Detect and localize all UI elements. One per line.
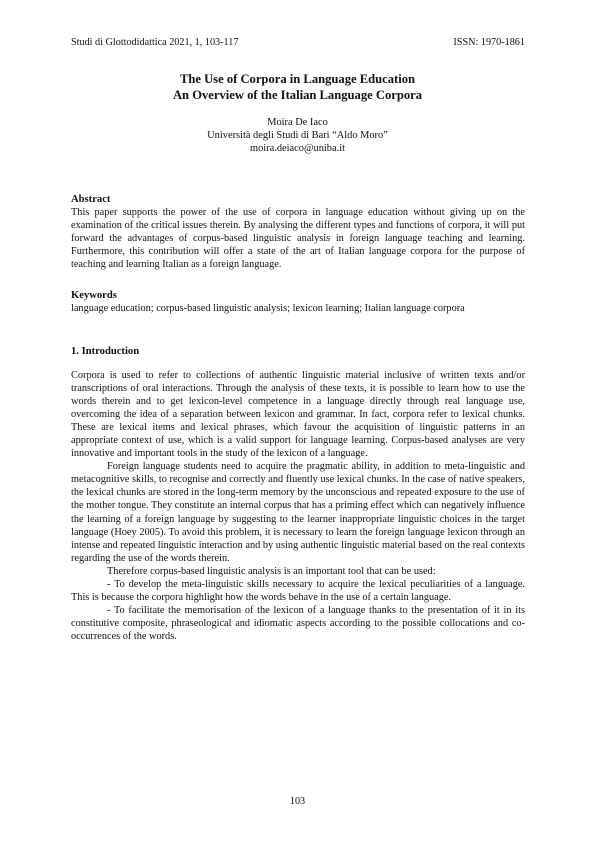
- intro-paragraph: Corpora is used to refer to collections of authentic linguistic material inclusive of written texts and/or transcriptions of oral interactions. Through the analysis of these texts, it is possible to learn how to use the words therein and to get lexicon-level competence in a language directly through real language use, overcoming the idea of a separation between lexicon and grammar. In fact, corpora refer to lexical chunks. These are lexical items and lexical phrases, which favour the acquisition of linguistic patterns in an appropriate context of use, which is a valid support for language learning. Corpus-based analyses are very innovative and important tools in the study of the lexicon of a language.: [71, 370, 525, 460]
- title-line-1: The Use of Corpora in Language Education: [179, 72, 416, 86]
- intro-list-item: - To facilitate the memorisation of the lexicon of a language thanks to the presentation of it in its constitutive composite, phraseological and idiomatic aspects according to the possible collocations and co-occurrences of the words.: [71, 604, 525, 642]
- introduction-heading: 1. Introduction: [71, 346, 140, 357]
- page-number: 103: [289, 796, 306, 807]
- title-line-2: An Overview of the Italian Language Corpora: [172, 87, 423, 102]
- running-header: [71, 37, 525, 49]
- author-email: moira.deiaco@uniba.it: [250, 143, 345, 154]
- abstract-paragraph: This paper supports the power of the use of corpora in language education without giving up on the examination of the critical issues therein. By analysing the different types and functions of corpora, it will put forward the advantages of corpus-based linguistic analysis in foreign language teaching and learning. Furthermore, this contribution will offer a state of the art of Italian language corpora for the purpose of teaching and learning Italian as a foreign language.: [71, 207, 525, 271]
- author-block: [60, 116, 535, 155]
- introduction-body: [71, 369, 525, 643]
- intro-list-item: - To develop the meta-linguistic skills necessary to acquire the lexical peculiarities of a language. This is because the corpora highlight how the words behave in the use of a certain language.: [71, 578, 525, 603]
- author-name: Moira De Iaco: [267, 117, 328, 128]
- abstract-text: [71, 206, 525, 271]
- keywords-heading: Keywords: [71, 290, 117, 301]
- intro-paragraph: Foreign language students need to acquire the pragmatic ability, in addition to meta-linguistic and metacognitive skills, to recognise and correctly and fluently use lexical chunks. In the case of native speakers, the lexical chunks are stored in the long-term memory by the unconscious and repeated exposure to the use of the mother tongue. They constitute an internal corpus that has a priming effect which can negatively influence the learning of a foreign language by suggesting to the learner inappropriate linguistic choices in the target language (Hoey 2005). To avoid this problem, it is necessary to learn the foreign language lexicon through an intense and repeated linguistic interaction and by using authentic linguistic material based on the real contexts regarding the use of the words therein.: [71, 461, 525, 564]
- abstract-heading: Abstract: [71, 194, 111, 205]
- intro-paragraph: Therefore corpus-based linguistic analysis is an important tool that can be used:: [107, 565, 436, 577]
- keywords-text: [71, 302, 525, 315]
- issn: ISSN: 1970-1861: [453, 37, 525, 48]
- paper-title: [60, 72, 535, 103]
- keywords-list: language education; corpus-based linguistic analysis; lexicon learning; Italian language corpora: [71, 303, 465, 314]
- journal-citation: Studi di Glottodidattica 2021, 1, 103-117: [71, 37, 239, 48]
- author-affiliation: Università degli Studi di Bari “Aldo Moro”: [207, 130, 388, 141]
